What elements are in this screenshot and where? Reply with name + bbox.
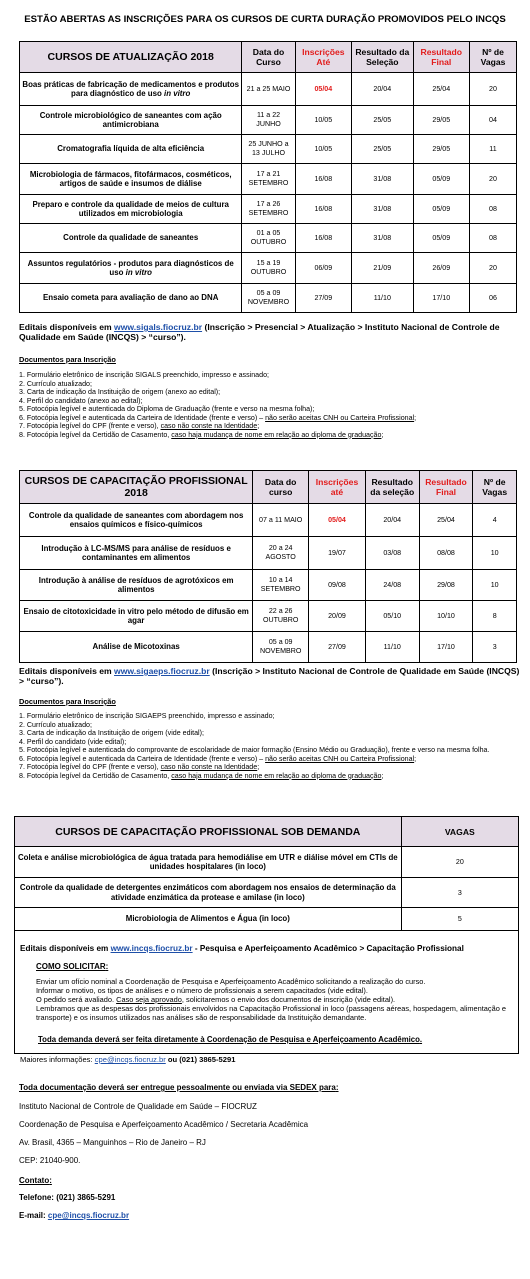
course-name: Controle da qualidade de detergentes enzimáticos com abordagem nos ensaios de determinação da atividade enzimática da protease e amilase (in loco) bbox=[15, 878, 402, 908]
final-value: 17/10 bbox=[419, 632, 473, 663]
course-date: 15 a 19 OUTUBRO bbox=[242, 253, 295, 284]
course-date: 25 JUNHO a 13 JULHO bbox=[242, 135, 295, 164]
final-value: 25/04 bbox=[413, 73, 469, 106]
doc-text: 8. Fotocópia legível da Certidão de Casamento, bbox=[19, 430, 170, 439]
table-row bbox=[20, 73, 517, 106]
course-name bbox=[20, 284, 242, 313]
col-date: Data do Curso bbox=[242, 42, 295, 73]
course-date: 05 a 09 NOVEMBRO bbox=[253, 632, 309, 663]
doc-note: caso não conste na Identidade bbox=[160, 422, 258, 430]
course-name: Introdução à análise de resíduos de agrotóxicos em alimentos bbox=[20, 570, 253, 601]
selecao-value: 20/04 bbox=[352, 73, 414, 106]
capacitacao-table bbox=[19, 470, 517, 663]
doc-item bbox=[19, 388, 524, 397]
col-vagas: VAGAS bbox=[401, 817, 518, 847]
course-text: Controle da qualidade de saneantes bbox=[63, 233, 199, 243]
doc-text: 6. Fotocópia legível e autenticada da Carteira de Identidade (frente e verso) – bbox=[19, 413, 264, 422]
table-row bbox=[20, 253, 517, 284]
doc-text: 3. Carta de indicação da Instituição de origem (anexo ao edital); bbox=[19, 388, 221, 396]
vagas-value: 20 bbox=[401, 847, 518, 878]
col-resultado-selecao: Resultado da seleção bbox=[365, 471, 419, 504]
doc-item: 6. Fotocópia legível e autenticada da Carteira de Identidade (frente e verso) – não serão aceitas CNH ou Carteira Profissional; bbox=[19, 413, 417, 422]
inscricoes-value: 05/04 bbox=[295, 73, 351, 106]
table-row bbox=[20, 504, 517, 537]
selecao-value: 03/08 bbox=[365, 537, 419, 570]
doc-item bbox=[19, 380, 524, 389]
como-solicitar-text: Enviar um ofício nominal a Coordenação de Pesquisa e Aperfeiçoamento Acadêmico solicitando a realização do curso. Informar o motivo, os tipos de análises e o número de profissionais a serem capacitados (vide edital). O pedido será avaliado. Caso seja aprovado, solicitaremos o envio dos documentos de inscrição (vide edital). Lembramos que as despesas dos profissionais envolvidos na Capacitação Profissional in loco (passagens aéreas, hospedagem, alimentação e transporte) e os insumos utilizados nas análises são de responsabilidade da Instituição demandante. bbox=[36, 977, 506, 1022]
final-value: 29/08 bbox=[419, 570, 473, 601]
email-line: E-mail: cpe@incqs.fiocruz.br bbox=[19, 1211, 130, 1220]
final-value: 05/09 bbox=[413, 195, 469, 224]
table-row bbox=[15, 878, 519, 908]
final-value: 25/04 bbox=[419, 504, 473, 537]
doc-note: caso não conste na Identidade bbox=[160, 763, 258, 771]
table-row bbox=[20, 632, 517, 663]
course-name bbox=[20, 73, 242, 106]
inscricoes-value: 16/08 bbox=[295, 195, 351, 224]
doc-item bbox=[19, 397, 524, 406]
vagas-value: 08 bbox=[469, 224, 516, 253]
course-name bbox=[20, 106, 242, 135]
footer-email-link[interactable]: cpe@incqs.fiocruz.br bbox=[47, 1211, 130, 1220]
sigaeps-link[interactable]: www.sigaeps.fiocruz.br bbox=[114, 666, 210, 676]
course-date: 22 a 26 OUTUBRO bbox=[253, 601, 309, 632]
doc-item bbox=[19, 712, 524, 721]
inscricoes-value: 10/05 bbox=[295, 106, 351, 135]
inscricoes-value: 16/08 bbox=[295, 164, 351, 195]
table-row bbox=[20, 601, 517, 632]
inscricoes-value: 10/05 bbox=[295, 135, 351, 164]
vagas-value: 3 bbox=[473, 632, 517, 663]
final-value: 29/05 bbox=[413, 106, 469, 135]
col-vagas: Nº de Vagas bbox=[473, 471, 517, 504]
course-text: Microbiologia de fármacos, fitofármacos, cosméticos, artigos de saúde e insumos de diálise bbox=[29, 169, 232, 188]
selecao-value: 24/08 bbox=[365, 570, 419, 601]
course-text: Boas práticas de fabricação de medicamentos e produtos para diagnóstico de uso bbox=[22, 79, 239, 98]
course-date: 01 a 05 OUTUBRO bbox=[242, 224, 295, 253]
table-row bbox=[20, 164, 517, 195]
final-value: 05/09 bbox=[413, 224, 469, 253]
course-name: Microbiologia de Alimentos e Água (in loco) bbox=[15, 908, 402, 931]
doc-text: 2. Currículo atualizado; bbox=[19, 379, 92, 388]
doc-note: não serão aceitas CNH ou Carteira Profissional bbox=[265, 754, 415, 763]
doc-text: 7. Fotocópia legível do CPF (frente e verso), bbox=[19, 422, 159, 430]
vagas-value: 20 bbox=[469, 164, 516, 195]
vagas-value: 10 bbox=[473, 570, 517, 601]
doc-item bbox=[19, 405, 524, 414]
doc-text: 2. Currículo atualizado; bbox=[19, 720, 92, 729]
selecao-value: 20/04 bbox=[365, 504, 419, 537]
course-name: Controle da qualidade de saneantes com abordagem nos ensaios químicos e físico-químicos bbox=[20, 504, 253, 537]
col-resultado-final: Resultado Final bbox=[413, 42, 469, 73]
table-row bbox=[15, 847, 519, 878]
table-row bbox=[20, 570, 517, 601]
doc-text: 6. Fotocópia legível e autenticada da Carteira de Identidade (frente e verso) – bbox=[19, 754, 264, 763]
doc-note: caso haja mudança de nome em relação ao diploma de graduação bbox=[171, 430, 382, 439]
incqs-link[interactable]: www.incqs.fiocruz.br bbox=[110, 944, 193, 953]
doc-item: 8. Fotocópia legível da Certidão de Casamento, caso haja mudança de nome em relação ao diploma de graduação; bbox=[19, 771, 384, 780]
docs-title-1: Documentos para Inscrição bbox=[19, 355, 116, 364]
table-row bbox=[20, 537, 517, 570]
doc-item: 7. Fotocópia legível do CPF (frente e verso), caso não conste na Identidade; bbox=[19, 763, 260, 771]
vagas-value: 3 bbox=[401, 878, 518, 908]
vagas-value: 04 bbox=[469, 106, 516, 135]
course-text: Cromatografia líquida de alta eficiência bbox=[57, 144, 205, 154]
maiores-info: Maiores informações: cpe@incqs.fiocruz.br ou (021) 3865-5291 bbox=[20, 1055, 236, 1064]
course-name bbox=[20, 253, 242, 284]
course-date: 17 a 26 SETEMBRO bbox=[242, 195, 295, 224]
doc-text: 8. Fotocópia legível da Certidão de Casamento, bbox=[19, 771, 170, 780]
col-vagas: Nº de Vagas bbox=[469, 42, 516, 73]
course-text: Ensaio cometa para avaliação de dano ao DNA bbox=[42, 293, 219, 303]
vagas-value: 10 bbox=[473, 537, 517, 570]
course-italic: in vitro bbox=[125, 268, 152, 277]
course-name: Coleta e análise microbiológica de água tratada para hemodiálise em UTR e diálise móvel em CTIs de unidades hospitalares (in loco) bbox=[15, 847, 402, 878]
doc-item bbox=[19, 729, 524, 738]
doc-item bbox=[19, 738, 524, 747]
vagas-value: 08 bbox=[469, 195, 516, 224]
vagas-value: 06 bbox=[469, 284, 516, 313]
inscricoes-value: 27/09 bbox=[295, 284, 351, 313]
selecao-value: 11/10 bbox=[365, 632, 419, 663]
vagas-value: 4 bbox=[473, 504, 517, 537]
col-resultado-final: Resultado Final bbox=[419, 471, 473, 504]
inscricoes-value: 06/09 bbox=[295, 253, 351, 284]
doc-text: 4. Perfil do candidato (anexo ao edital); bbox=[19, 396, 143, 405]
atualizacao-table bbox=[19, 41, 517, 313]
course-date: 10 a 14 SETEMBRO bbox=[253, 570, 309, 601]
doc-text: 4. Perfil do candidato (vide edital); bbox=[19, 737, 127, 746]
col-date: Data do curso bbox=[253, 471, 309, 504]
course-text: Assuntos regulatórios - produtos para diagnósticos de uso bbox=[27, 258, 234, 277]
course-italic: in vitro bbox=[164, 89, 191, 98]
docs-list-2 bbox=[19, 712, 524, 780]
editais-3: Editais disponíveis em www.incqs.fiocruz.br - Pesquisa e Aperfeiçoamento Acadêmico > Capacitação Profissional bbox=[20, 944, 464, 953]
table-row bbox=[20, 135, 517, 164]
editais-1: Editais disponíveis em www.sigals.fiocruz.br (Inscrição > Presencial > Atualização > Instituto Nacional de Controle de Qualidade em Saúde (INCQS) > “curso”). bbox=[19, 322, 500, 342]
como-solicitar-title: COMO SOLICITAR: bbox=[36, 962, 109, 971]
editais-2: Editais disponíveis em www.sigaeps.fiocruz.br (Inscrição > Instituto Nacional de Controle de Qualidade em Saúde (INCQS) > “curso”). bbox=[19, 666, 520, 686]
doc-text: 5. Fotocópia legível e autenticada do comprovante de escolaridade de maior formação (Ensino Médio ou Graduação), frente e verso na mesma folha. bbox=[19, 746, 490, 754]
table-row bbox=[20, 284, 517, 313]
selecao-value: 05/10 bbox=[365, 601, 419, 632]
final-value: 05/09 bbox=[413, 164, 469, 195]
final-value: 08/08 bbox=[419, 537, 473, 570]
vagas-value: 5 bbox=[401, 908, 518, 931]
course-name: Análise de Micotoxinas bbox=[20, 632, 253, 663]
doc-text: 1. Formulário eletrônico de inscrição SIGALS preenchido, impresso e assinado; bbox=[19, 371, 269, 379]
selecao-value: 31/08 bbox=[352, 224, 414, 253]
docs-list-1 bbox=[19, 371, 524, 439]
course-name: Introdução à LC-MS/MS para análise de resíduos e contaminantes em alimentos bbox=[20, 537, 253, 570]
course-date: 17 a 21 SETEMBRO bbox=[242, 164, 295, 195]
doc-item: 6. Fotocópia legível e autenticada da Carteira de Identidade (frente e verso) – não serão aceitas CNH ou Carteira Profissional; bbox=[19, 754, 417, 763]
selecao-value: 31/08 bbox=[352, 164, 414, 195]
doc-item bbox=[19, 721, 524, 730]
course-text: Preparo e controle da qualidade de meios de cultura utilizados em microbiologia bbox=[32, 199, 229, 218]
doc-item: 7. Fotocópia legível do CPF (frente e verso), caso não conste na Identidade; bbox=[19, 422, 260, 430]
sigals-link[interactable]: www.sigals.fiocruz.br bbox=[114, 322, 203, 332]
address-line: Instituto Nacional de Controle de Qualidade em Saúde – FIOCRUZ bbox=[19, 1102, 257, 1111]
cpe-email-link[interactable]: cpe@incqs.fiocruz.br bbox=[94, 1055, 166, 1064]
table-row bbox=[20, 195, 517, 224]
doc-text: 7. Fotocópia legível do CPF (frente e verso), bbox=[19, 763, 159, 771]
demanda-note: Toda demanda deverá ser feita diretamente à Coordenação de Pesquisa e Aperfeiçoamento Acadêmico. bbox=[38, 1035, 423, 1044]
course-name bbox=[20, 224, 242, 253]
col-resultado-selecao: Resultado da Seleção bbox=[352, 42, 414, 73]
inscricoes-value: 19/07 bbox=[309, 537, 366, 570]
vagas-value: 20 bbox=[469, 253, 516, 284]
col-course: CURSOS DE CAPACITAÇÃO PROFISSIONAL 2018 bbox=[20, 471, 253, 504]
doc-text: 5. Fotocópia legível e autenticada do Diploma de Graduação (frente e verso na mesma folha); bbox=[19, 405, 315, 413]
docs-title-2: Documentos para Inscrição bbox=[19, 697, 116, 706]
table-row bbox=[20, 224, 517, 253]
final-value: 10/10 bbox=[419, 601, 473, 632]
final-value: 17/10 bbox=[413, 284, 469, 313]
address-line: CEP: 21040-900. bbox=[19, 1156, 81, 1165]
course-name bbox=[20, 164, 242, 195]
footer-title: Toda documentação deverá ser entregue pessoalmente ou enviada via SEDEX para: bbox=[19, 1083, 339, 1092]
col-course: CURSOS DE CAPACITAÇÃO PROFISSIONAL SOB DEMANDA bbox=[15, 817, 402, 847]
vagas-value: 11 bbox=[469, 135, 516, 164]
col-inscricoes: Inscrições Até bbox=[295, 42, 351, 73]
selecao-value: 25/05 bbox=[352, 135, 414, 164]
inscricoes-value: 16/08 bbox=[295, 224, 351, 253]
table-row bbox=[20, 106, 517, 135]
course-date: 07 a 11 MAIO bbox=[253, 504, 309, 537]
final-value: 26/09 bbox=[413, 253, 469, 284]
col-inscricoes: Inscrições até bbox=[309, 471, 366, 504]
inscricoes-value: 05/04 bbox=[309, 504, 366, 537]
selecao-value: 31/08 bbox=[352, 195, 414, 224]
demanda-table bbox=[14, 816, 519, 931]
selecao-value: 25/05 bbox=[352, 106, 414, 135]
col-course: CURSOS DE ATUALIZAÇÃO 2018 bbox=[20, 42, 242, 73]
doc-note: não serão aceitas CNH ou Carteira Profissional bbox=[265, 413, 415, 422]
vagas-value: 20 bbox=[469, 73, 516, 106]
course-date: 11 a 22 JUNHO bbox=[242, 106, 295, 135]
course-date: 20 a 24 AGOSTO bbox=[253, 537, 309, 570]
contato-title: Contato: bbox=[19, 1176, 52, 1185]
doc-item bbox=[19, 371, 524, 380]
doc-note: caso haja mudança de nome em relação ao diploma de graduação bbox=[171, 771, 382, 780]
course-name bbox=[20, 135, 242, 164]
inscricoes-value: 20/09 bbox=[309, 601, 366, 632]
course-text: Controle microbiológico de saneantes com ação antimicrobiana bbox=[39, 110, 222, 129]
course-date: 21 a 25 MAIO bbox=[242, 73, 295, 106]
doc-text: 3. Carta de indicação da Instituição de origem (vide edital); bbox=[19, 729, 204, 737]
selecao-value: 21/09 bbox=[352, 253, 414, 284]
table-row bbox=[15, 908, 519, 931]
inscricoes-value: 09/08 bbox=[309, 570, 366, 601]
selecao-value: 11/10 bbox=[352, 284, 414, 313]
course-date: 05 a 09 NOVEMBRO bbox=[242, 284, 295, 313]
telefone: Telefone: (021) 3865-5291 bbox=[19, 1193, 116, 1202]
address-line: Av. Brasil, 4365 – Manguinhos – Rio de Janeiro – RJ bbox=[19, 1138, 206, 1147]
final-value: 29/05 bbox=[413, 135, 469, 164]
inscricoes-value: 27/09 bbox=[309, 632, 366, 663]
page-title: ESTÃO ABERTAS AS INSCRIÇÕES PARA OS CURSOS DE CURTA DURAÇÃO PROMOVIDOS PELO INCQS bbox=[24, 14, 506, 25]
address-line: Coordenação de Pesquisa e Aperfeiçoamento Acadêmico / Secretaria Acadêmica bbox=[19, 1120, 309, 1129]
course-name: Ensaio de citotoxicidade in vitro pelo método de difusão em agar bbox=[20, 601, 253, 632]
doc-item: 8. Fotocópia legível da Certidão de Casamento, caso haja mudança de nome em relação ao diploma de graduação; bbox=[19, 430, 384, 439]
doc-text: 1. Formulário eletrônico de inscrição SIGAEPS preenchido, impresso e assinado; bbox=[19, 712, 275, 720]
course-name bbox=[20, 195, 242, 224]
vagas-value: 8 bbox=[473, 601, 517, 632]
doc-item bbox=[19, 746, 524, 755]
